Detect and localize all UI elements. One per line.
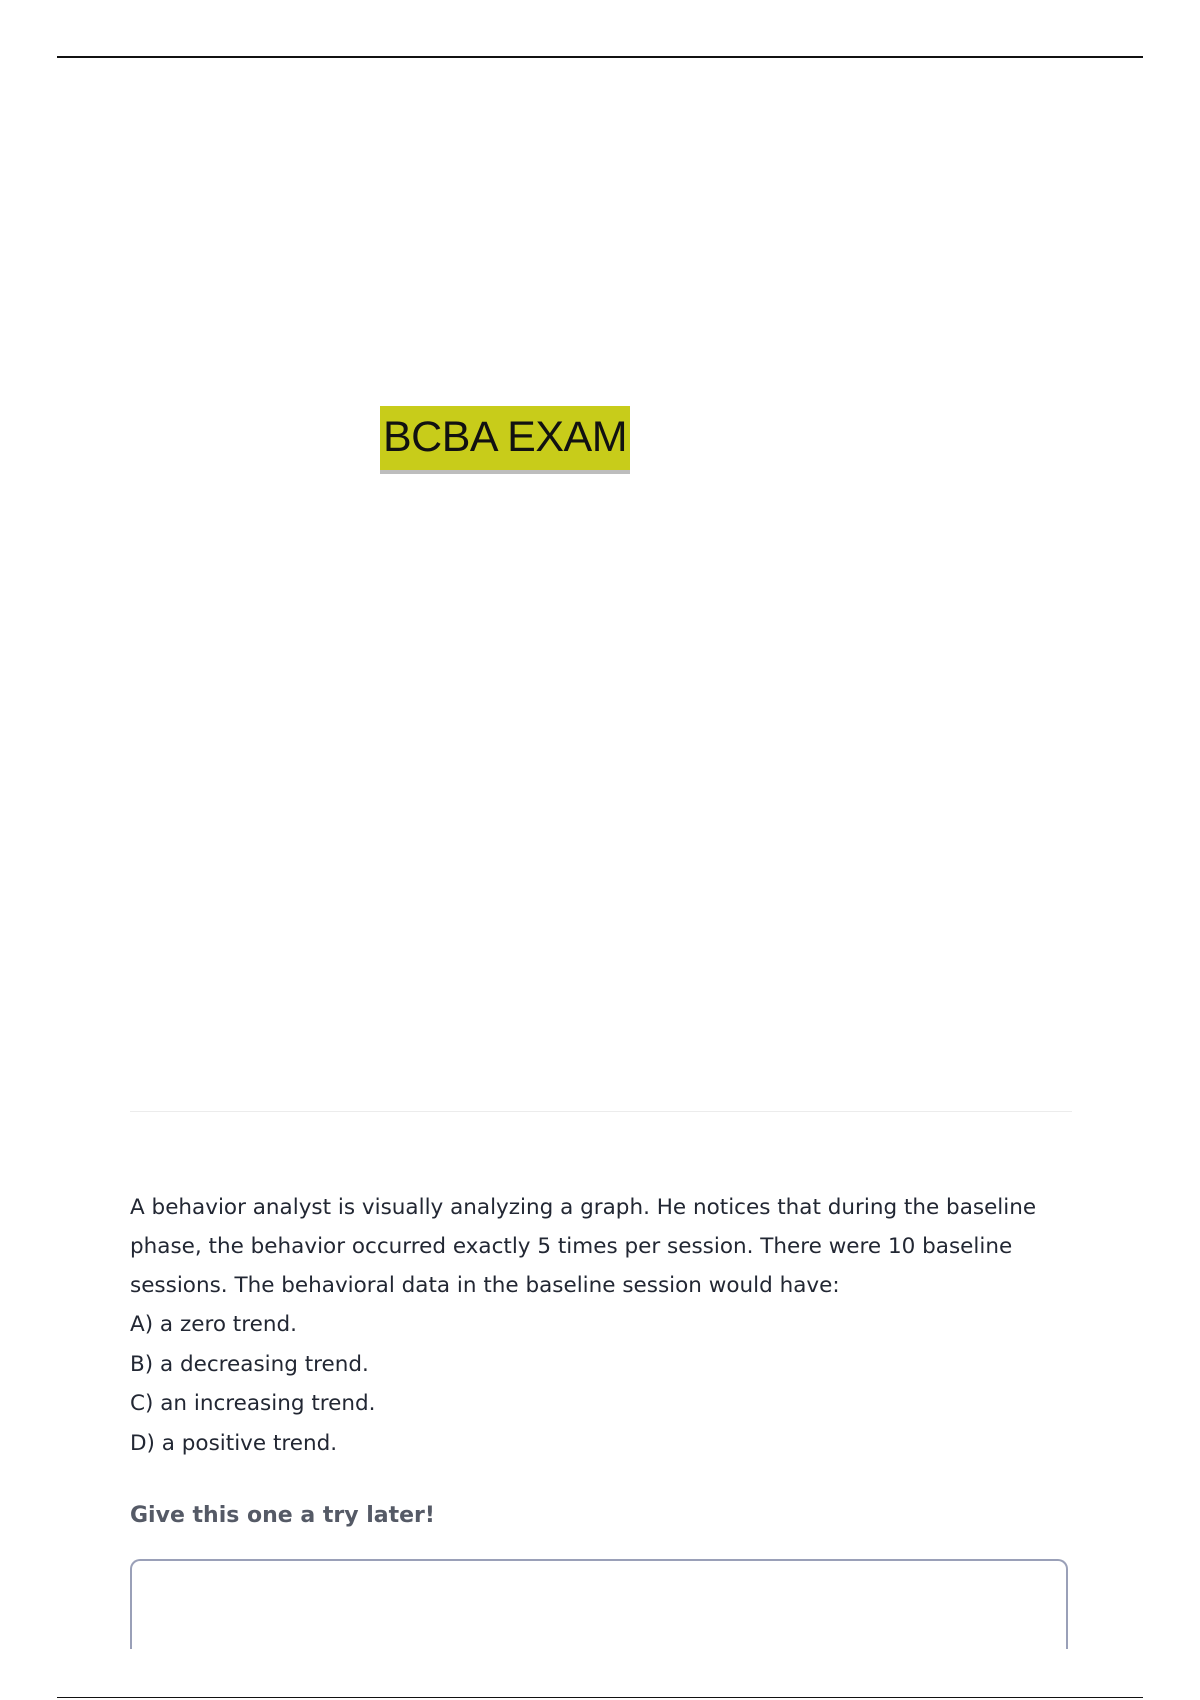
page-top-rule <box>57 56 1143 58</box>
option-a: A) a zero trend. <box>130 1312 297 1337</box>
option-c: C) an increasing trend. <box>130 1391 376 1416</box>
option-d: D) a positive trend. <box>130 1430 338 1456</box>
section-divider <box>130 1111 1072 1112</box>
page-bottom-rule <box>57 1697 1143 1698</box>
option-b: B) a decreasing trend. <box>130 1351 369 1377</box>
try-later-label: Give this one a try later! <box>130 1503 435 1528</box>
exam-title: BCBA EXAM <box>380 406 630 474</box>
answer-options <box>130 1305 375 1463</box>
answer-input-box[interactable] <box>130 1559 1068 1649</box>
question-stem: A behavior analyst is visually analyzing a graph. He notices that during the baseline phase, the behavior occurred exactly 5 times per session. There were 10 baseline sessions. The behavioral data in the baseline session would have: <box>130 1195 1037 1298</box>
